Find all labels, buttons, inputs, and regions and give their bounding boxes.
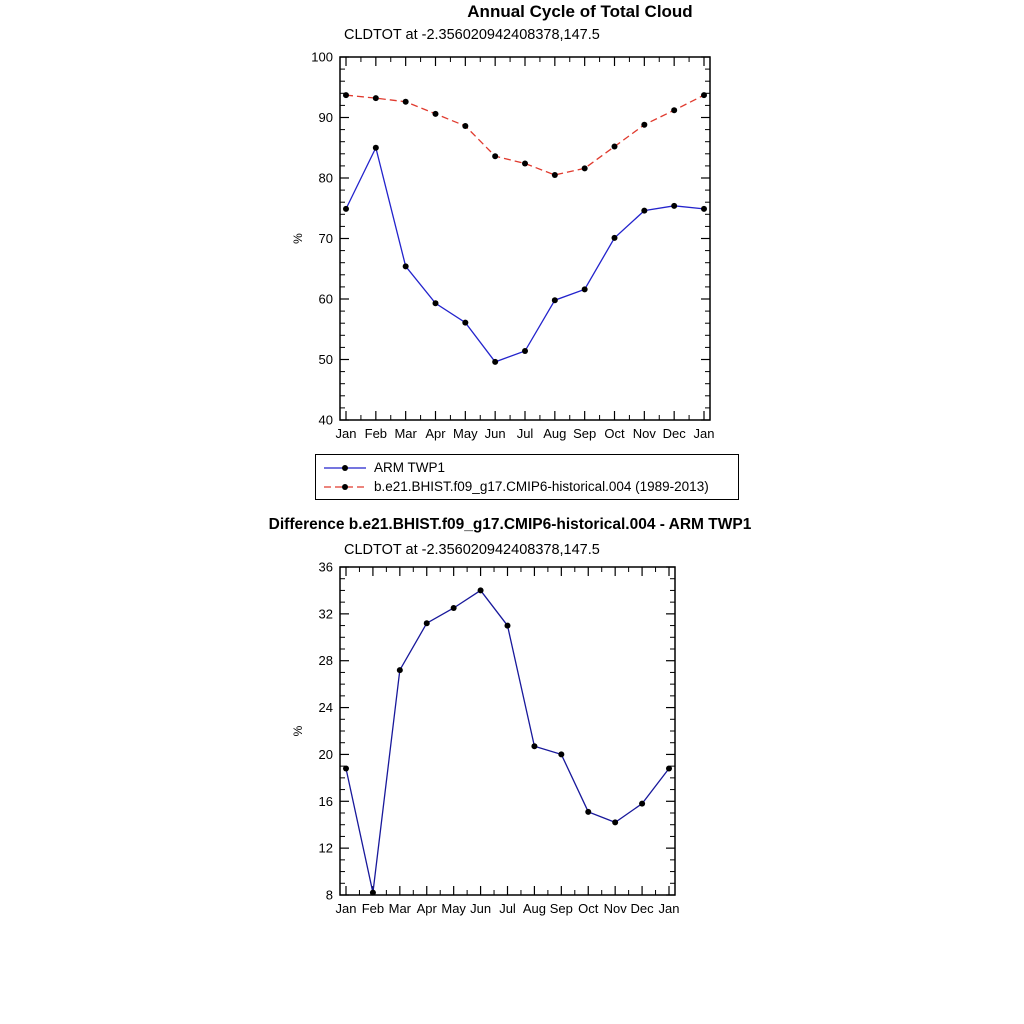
svg-text:Dec: Dec bbox=[630, 901, 654, 916]
svg-text:28: 28 bbox=[318, 653, 333, 669]
legend-item bbox=[322, 458, 732, 477]
svg-text:Nov: Nov bbox=[632, 426, 656, 441]
bottom-chart-subtitle: CLDTOT at -2.356020942408378,147.5 bbox=[344, 542, 600, 558]
svg-text:Jul: Jul bbox=[516, 426, 534, 441]
svg-text:50: 50 bbox=[318, 352, 333, 367]
svg-text:Jan: Jan bbox=[335, 901, 357, 916]
svg-text:8: 8 bbox=[325, 887, 333, 903]
svg-text:60: 60 bbox=[318, 291, 333, 307]
svg-text:Sep: Sep bbox=[573, 426, 597, 441]
legend-item-label: ARM TWP1 bbox=[374, 460, 446, 475]
svg-text:16: 16 bbox=[318, 793, 333, 809]
top-chart-series-0 bbox=[346, 148, 704, 362]
svg-text:Aug: Aug bbox=[543, 426, 567, 441]
svg-text:Mar: Mar bbox=[394, 426, 417, 441]
svg-text:Nov: Nov bbox=[603, 901, 627, 916]
svg-text:Jun: Jun bbox=[470, 901, 492, 916]
bottom-chart bbox=[291, 560, 679, 917]
svg-text:90: 90 bbox=[318, 110, 333, 125]
svg-text:Oct: Oct bbox=[578, 901, 599, 916]
legend-item-label: b.e21.BHIST.f09_g17.CMIP6-historical.004 (1989-2013) bbox=[374, 479, 709, 494]
dashed-line-dot-swatch-icon bbox=[322, 480, 368, 494]
svg-text:100: 100 bbox=[311, 49, 333, 65]
top-chart-frame bbox=[340, 57, 710, 420]
top-chart-subtitle: CLDTOT at -2.356020942408378,147.5 bbox=[344, 27, 600, 43]
svg-text:Feb: Feb bbox=[361, 901, 385, 916]
bottom-chart-series-0 bbox=[346, 590, 669, 892]
svg-text:%: % bbox=[291, 725, 305, 737]
top-chart-title: Annual Cycle of Total Cloud bbox=[467, 2, 693, 21]
top-chart bbox=[291, 50, 714, 442]
legend-item bbox=[322, 477, 732, 496]
svg-text:32: 32 bbox=[318, 606, 333, 622]
svg-text:Aug: Aug bbox=[522, 901, 546, 916]
svg-text:Mar: Mar bbox=[388, 901, 412, 916]
solid-line-dot-swatch-icon bbox=[322, 461, 368, 475]
svg-text:20: 20 bbox=[318, 746, 333, 762]
legend bbox=[315, 454, 739, 500]
svg-text:Jul: Jul bbox=[499, 901, 516, 916]
bottom-chart-frame bbox=[340, 567, 675, 895]
svg-text:May: May bbox=[453, 426, 478, 441]
svg-text:Dec: Dec bbox=[662, 426, 686, 441]
svg-text:80: 80 bbox=[318, 170, 333, 186]
svg-text:Feb: Feb bbox=[364, 426, 388, 441]
svg-text:Jan: Jan bbox=[335, 426, 357, 441]
svg-text:Apr: Apr bbox=[416, 901, 437, 916]
bottom-chart-title: Difference b.e21.BHIST.f09_g17.CMIP6-historical.004 - ARM TWP1 bbox=[268, 516, 752, 533]
svg-text:Oct: Oct bbox=[604, 426, 625, 441]
svg-text:Sep: Sep bbox=[549, 901, 573, 916]
svg-text:70: 70 bbox=[318, 231, 333, 246]
svg-text:Apr: Apr bbox=[425, 426, 446, 441]
svg-text:Jan: Jan bbox=[693, 426, 715, 441]
svg-text:May: May bbox=[441, 901, 466, 916]
svg-text:%: % bbox=[291, 233, 305, 244]
svg-text:24: 24 bbox=[318, 700, 333, 716]
svg-text:40: 40 bbox=[318, 412, 333, 428]
svg-text:Jan: Jan bbox=[658, 901, 680, 916]
svg-text:36: 36 bbox=[318, 559, 333, 575]
svg-text:12: 12 bbox=[318, 840, 333, 856]
svg-text:Jun: Jun bbox=[484, 426, 506, 441]
